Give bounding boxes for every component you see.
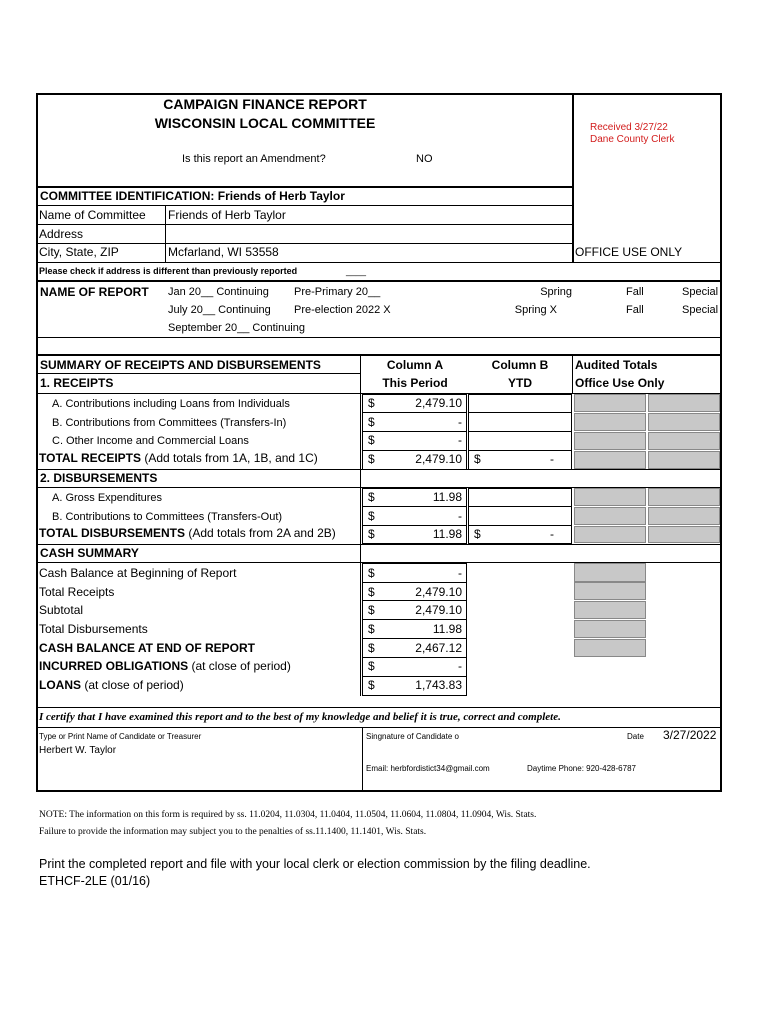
committee-name-field[interactable]: Friends of Herb Taylor [168, 208, 286, 222]
audit-cell [648, 507, 720, 525]
total-receipts-label [39, 451, 318, 465]
incurred-note: (at close of period) [188, 659, 291, 673]
audit-cell [574, 582, 646, 600]
audit-cell [574, 620, 646, 638]
received-clerk: Dane County Clerk [590, 134, 675, 145]
audited-subheading: Office Use Only [575, 376, 665, 390]
total-receipts-ytd[interactable]: - [550, 452, 554, 466]
total-disbursements-label [39, 526, 336, 540]
audit-cell [648, 526, 720, 543]
receipt-row-c: C. Other Income and Commercial Loans [52, 435, 249, 447]
audit-cell [648, 413, 720, 431]
audit-cell [574, 601, 646, 619]
legal-note: NOTE: The information on this form is required by ss. 11.0204, 11.0304, 11.0404, 11.0504, 11.0604, 11.0804, 11.0904, Wis. Stats. [39, 810, 537, 820]
certification-statement: I certify that I have examined this report and to the best of my knowledge and belief it is true, correct and complete. [39, 711, 561, 723]
filing-instructions: Print the completed report and file with your local clerk or election commission by the filing deadline. [39, 857, 591, 871]
email-field[interactable]: Email: herbfordistict34@gmail.com [366, 764, 490, 773]
city-label: City, State, ZIP [39, 245, 119, 259]
audit-cell [574, 563, 646, 582]
audit-cell [574, 639, 646, 657]
report-special-2[interactable]: Special [682, 304, 719, 316]
summary-heading: SUMMARY OF RECEIPTS AND DISBURSEMENTS [40, 358, 321, 372]
column-a-subheading: This Period [382, 376, 448, 390]
disb-b-value[interactable]: - [458, 509, 462, 523]
cash-disb-label: Total Disbursements [39, 622, 148, 636]
loans-label [39, 678, 184, 692]
dollar-sign: $ [368, 641, 375, 655]
report-special-1[interactable]: Special [682, 286, 719, 298]
amendment-answer[interactable]: NO [416, 153, 433, 165]
dollar-sign: $ [368, 566, 375, 580]
receipt-row-a: A. Contributions including Loans from Individuals [52, 398, 290, 410]
total-disb-bold: TOTAL DISBURSEMENTS [39, 526, 186, 540]
disb-a-value[interactable]: 11.98 [432, 490, 462, 504]
dollar-sign: $ [368, 678, 375, 692]
cash-subtotal-label: Subtotal [39, 603, 84, 617]
audit-cell [648, 432, 720, 450]
dollar-sign: $ [368, 509, 375, 523]
audit-cell [574, 413, 646, 431]
disbursements-heading: 2. DISBURSEMENTS [40, 471, 158, 485]
cash-begin-label: Cash Balance at Beginning of Report [39, 566, 237, 580]
audit-cell [648, 488, 720, 506]
dollar-sign: $ [368, 622, 375, 636]
report-fall-2[interactable]: Fall [626, 304, 644, 316]
loans-value[interactable]: 1,743.83 [415, 678, 462, 692]
disbursement-row-a: A. Gross Expenditures [52, 492, 163, 504]
form-id: ETHCF-2LE (01/16) [39, 874, 151, 888]
incurred-bold: INCURRED OBLIGATIONS [39, 659, 189, 673]
report-spring[interactable]: Spring [540, 286, 572, 298]
report-jan[interactable]: Jan 20__ Continuing [168, 286, 269, 298]
committee-name-label: Name of Committee [39, 208, 146, 222]
incurred-obligations-label [39, 659, 291, 673]
date-field[interactable]: 3/27/2022 [663, 728, 717, 742]
amendment-question: Is this report an Amendment? [182, 153, 326, 165]
audit-cell [574, 451, 646, 469]
dollar-sign: $ [368, 527, 375, 541]
office-use-label: OFFICE USE ONLY [575, 245, 683, 259]
form-subtitle: WISCONSIN LOCAL COMMITTEE [154, 115, 376, 131]
phone-field[interactable]: Daytime Phone: 920-428-6787 [527, 764, 636, 773]
audit-cell [574, 488, 646, 506]
total-disb-value[interactable]: 11.98 [432, 527, 462, 541]
audit-cell [574, 432, 646, 450]
total-receipts-note: (Add totals from 1A, 1B, and 1C) [141, 451, 318, 465]
report-september[interactable]: September 20__ Continuing [168, 322, 305, 334]
address-label: Address [39, 227, 84, 241]
dollar-sign: $ [368, 585, 375, 599]
incurred-obligations-value[interactable]: - [458, 659, 462, 673]
signer-name-label: Type or Print Name of Candidate or Treasurer [39, 732, 202, 741]
receipts-heading: 1. RECEIPTS [40, 376, 114, 390]
report-preelection[interactable]: Pre-election 2022 X [294, 304, 391, 316]
audit-cell [648, 394, 720, 412]
dollar-sign: $ [474, 527, 481, 541]
cash-receipts-value[interactable]: 2,479.10 [415, 585, 462, 599]
cash-subtotal-value[interactable]: 2,479.10 [415, 603, 462, 617]
dollar-sign: $ [368, 396, 375, 410]
receipts-c-value[interactable]: - [458, 433, 462, 447]
column-b-heading: Column B [491, 358, 549, 372]
penalty-note: Failure to provide the information may subject you to the penalties of ss.11.1400, 11.1401, Wis. Stats. [39, 827, 427, 837]
address-change-note: Please check if address is different than previously reported [39, 266, 298, 276]
dollar-sign: $ [474, 452, 481, 466]
total-receipts-value[interactable]: 2,479.10 [415, 452, 462, 466]
committee-heading: COMMITTEE IDENTIFICATION: Friends of Herb Taylor [40, 189, 345, 203]
received-stamp: Received 3/27/22 [590, 122, 668, 133]
report-preprimary[interactable]: Pre-Primary 20__ [294, 286, 381, 298]
report-name-label: NAME OF REPORT [40, 285, 149, 299]
audit-cell [648, 451, 720, 469]
dollar-sign: $ [368, 415, 375, 429]
cash-receipts-label: Total Receipts [39, 585, 115, 599]
loans-note: (at close of period) [81, 678, 184, 692]
dollar-sign: $ [368, 452, 375, 466]
dollar-sign: $ [368, 433, 375, 447]
report-fall-1[interactable]: Fall [626, 286, 644, 298]
receipts-a-value[interactable]: 2,479.10 [415, 396, 462, 410]
signer-name-field[interactable]: Herbert W. Taylor [39, 745, 117, 756]
cash-disb-value[interactable]: 11.98 [432, 622, 462, 636]
dollar-sign: $ [368, 659, 375, 673]
receipt-row-b: B. Contributions from Committees (Transfers-In) [52, 417, 287, 429]
address-change-check[interactable]: ____ [346, 266, 367, 276]
audit-cell [574, 526, 646, 543]
dollar-sign: $ [368, 603, 375, 617]
audit-cell [574, 507, 646, 525]
column-a-heading: Column A [386, 358, 444, 372]
cash-end-label: CASH BALANCE AT END OF REPORT [39, 641, 255, 655]
cash-begin-value[interactable]: - [458, 566, 462, 580]
date-label: Date [627, 732, 644, 741]
cash-summary-heading: CASH SUMMARY [40, 546, 139, 560]
report-july[interactable]: July 20__ Continuing [168, 304, 271, 316]
form-title: CAMPAIGN FINANCE REPORT [163, 96, 367, 112]
report-spring-x[interactable]: Spring X [514, 304, 557, 316]
disbursement-row-b: B. Contributions to Committees (Transfers-Out) [52, 511, 283, 523]
loans-bold: LOANS [39, 678, 81, 692]
total-disb-note: (Add totals from 2A and 2B) [185, 526, 336, 540]
city-field[interactable]: Mcfarland, WI 53558 [168, 245, 279, 259]
cash-end-value[interactable]: 2,467.12 [415, 641, 462, 655]
receipts-b-value[interactable]: - [458, 415, 462, 429]
total-receipts-bold: TOTAL RECEIPTS [39, 451, 142, 465]
dollar-sign: $ [368, 490, 375, 504]
signature-label: Singnature of Candidate o [366, 732, 459, 741]
audited-heading: Audited Totals [575, 358, 658, 372]
audit-cell [574, 394, 646, 412]
total-disb-ytd[interactable]: - [550, 527, 554, 541]
column-b-subheading: YTD [508, 376, 532, 390]
